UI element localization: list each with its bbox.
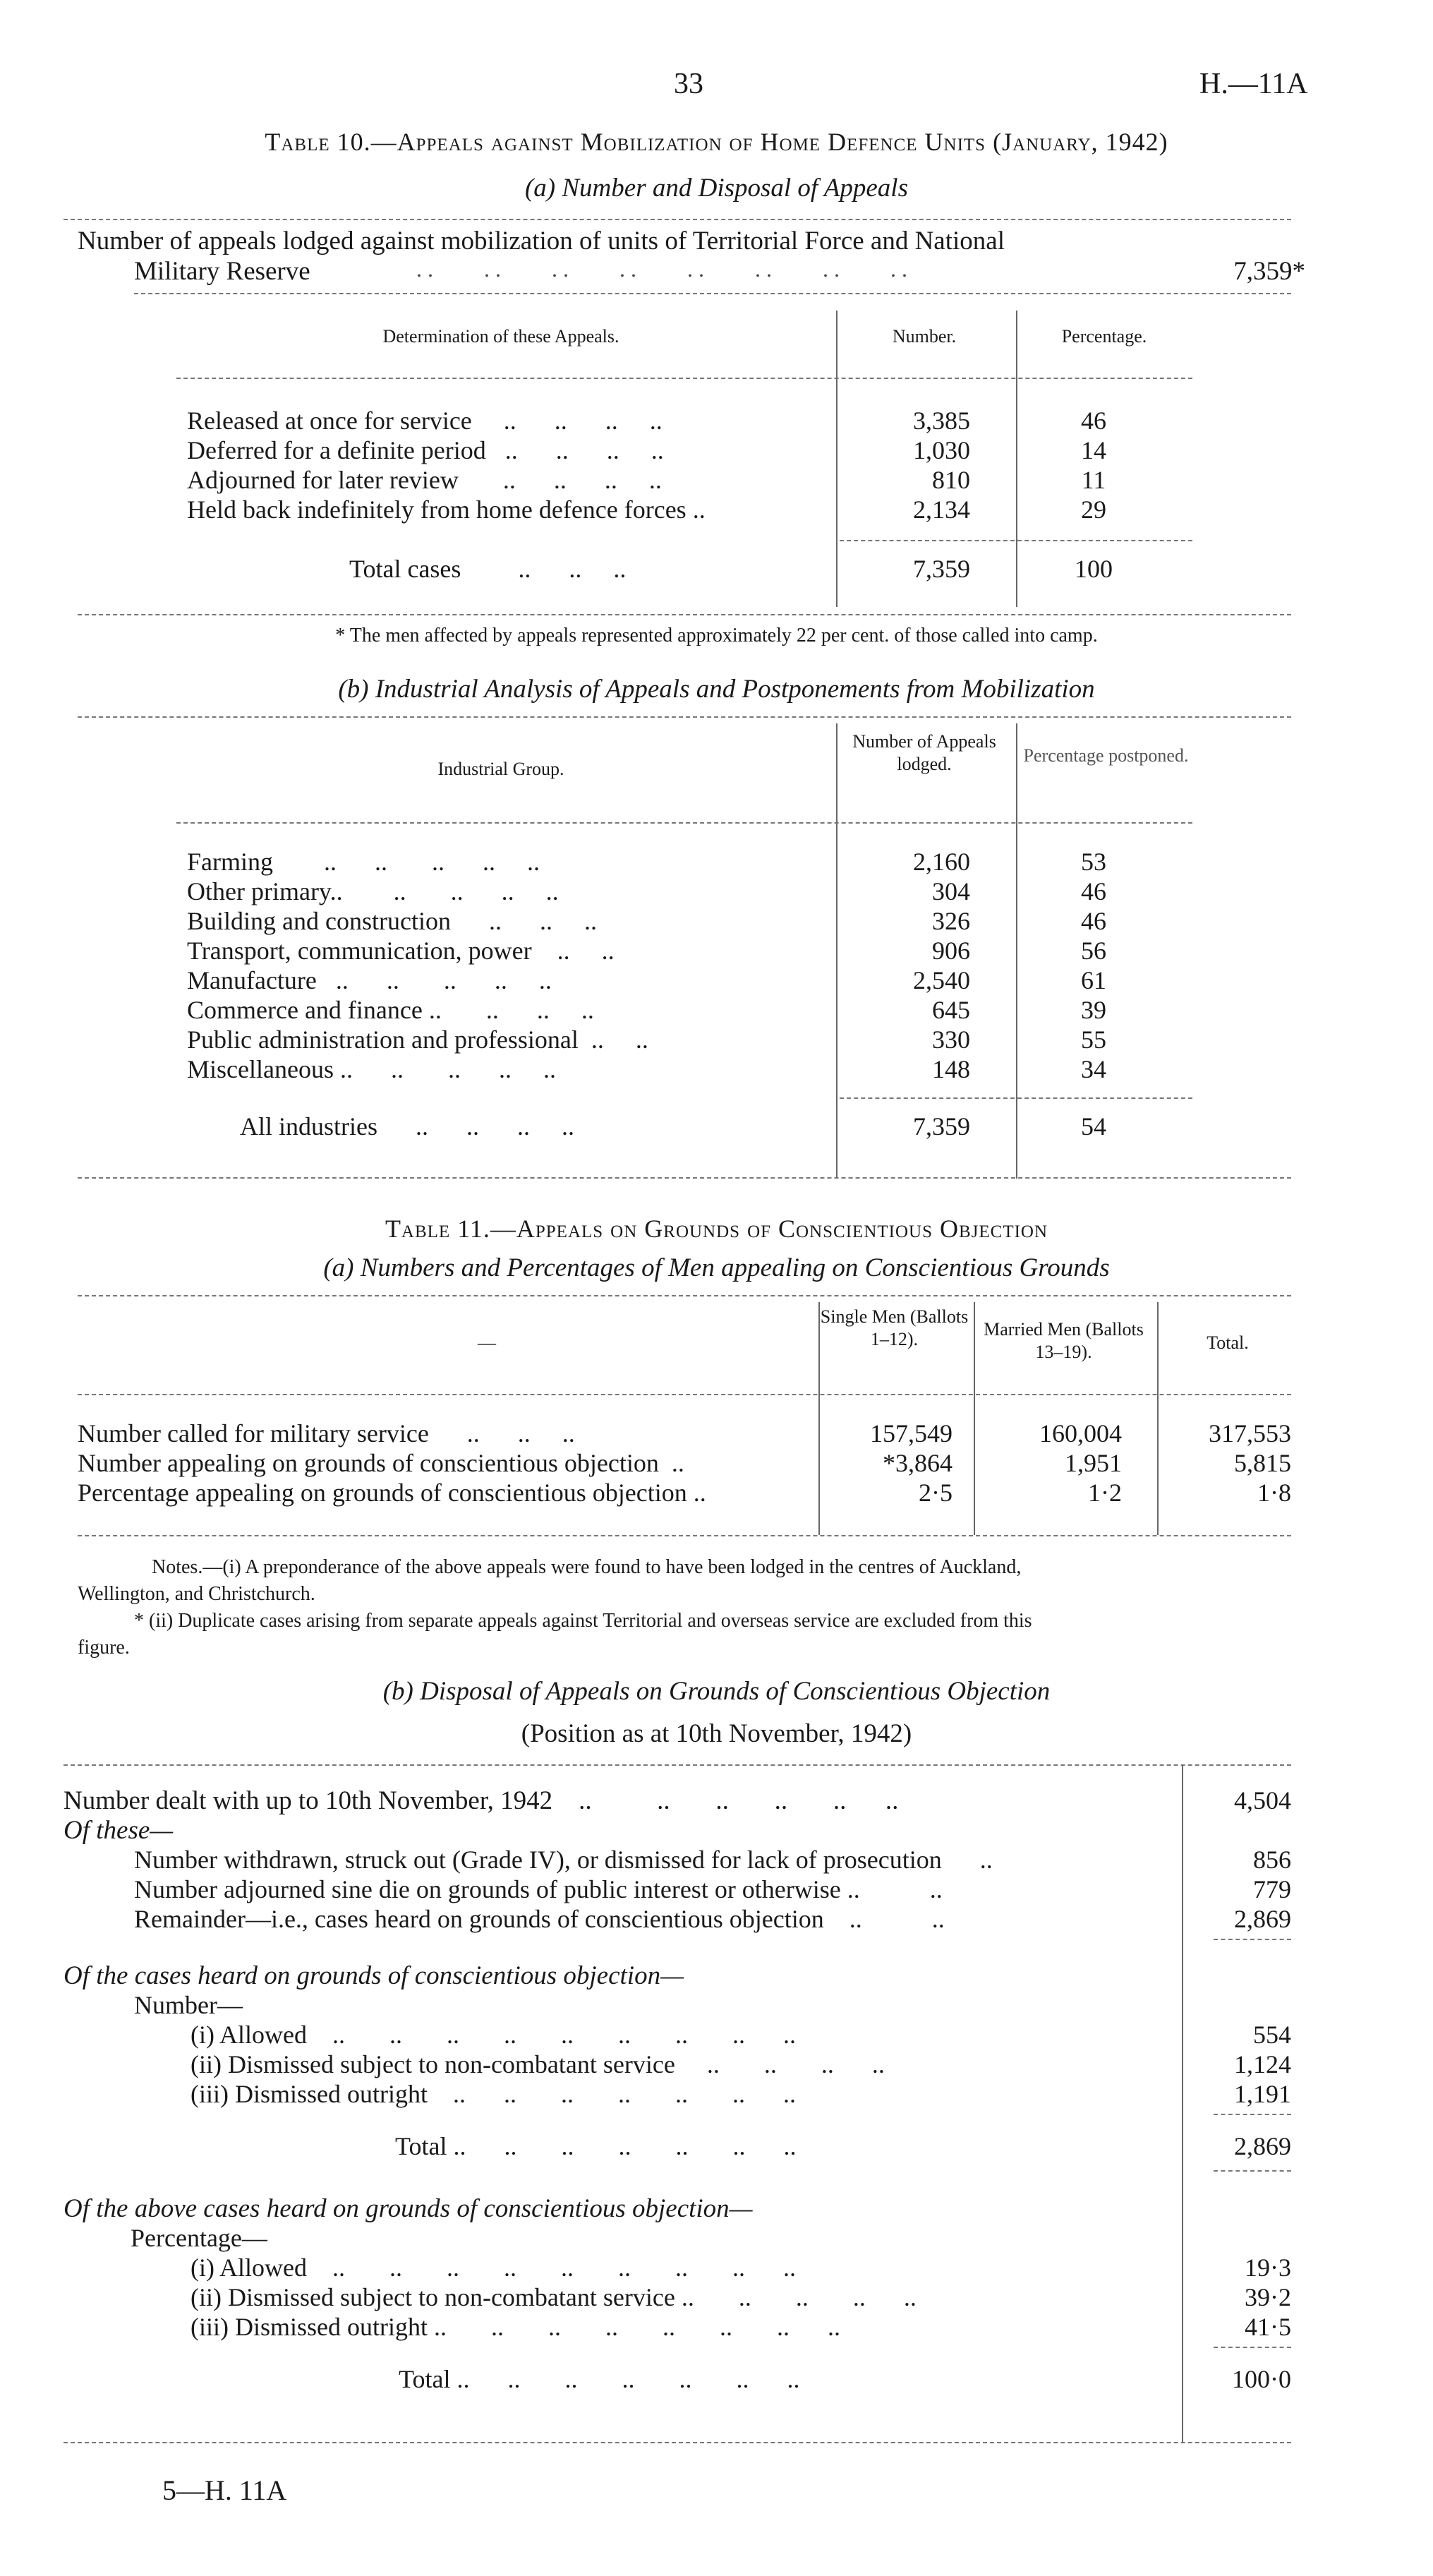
- col-header-single-men: Single Men (Ballots 1–12).: [820, 1306, 969, 1349]
- of-these-values: [1192, 1845, 1291, 1934]
- rule: [78, 1535, 1291, 1536]
- percentage-total-value: 100·0: [1232, 2365, 1291, 2393]
- row-value: 856: [1253, 1846, 1291, 1874]
- number-total-label: Total .. .. .. .. .. .. ..: [395, 2132, 797, 2160]
- row-married: 160,004: [1039, 1419, 1122, 1448]
- column-rule: [818, 1302, 820, 1535]
- rule: [840, 540, 1192, 541]
- table10b-labels: [187, 847, 648, 1084]
- dealt-value: 4,504: [1234, 1786, 1291, 1814]
- total-cases-percentage: 100: [1075, 555, 1113, 583]
- table10a-subtitle: (a) Number and Disposal of Appeals: [524, 174, 908, 203]
- row-percentage: 46: [1081, 907, 1106, 935]
- rule: [78, 716, 1291, 718]
- row-label: Transport, communication, power .. ..: [187, 937, 615, 965]
- rule: [78, 614, 1291, 615]
- row-percentage: 29: [1081, 495, 1106, 524]
- table11b-subtitle: (b) Disposal of Appeals on Grounds of Conscientious Objection: [382, 1677, 1051, 1706]
- row-value: 1,124: [1234, 2050, 1291, 2078]
- row-label: Deferred for a definite period .. .. .. ..: [187, 436, 664, 464]
- row-number: 304: [932, 877, 970, 905]
- appeals-lodged-value: 7,359*: [1233, 257, 1305, 286]
- appeals-lodged-line1: Number of appeals lodged against mobilization of units of Territorial Force and National: [78, 227, 1005, 255]
- table11a-labels: [78, 1419, 706, 1507]
- row-single: 2·5: [919, 1479, 953, 1507]
- table10-title: Table 10.—Appeals against Mobilization of Home Defence Units (January, 1942): [265, 128, 1168, 156]
- row-label: Number called for military service .. .. ..: [78, 1419, 575, 1448]
- row-single: *3,864: [883, 1449, 953, 1477]
- table10b-subtitle: (b) Industrial Analysis of Appeals and Postponements from Mobilization: [338, 675, 1095, 704]
- row-married: 1,951: [1065, 1449, 1122, 1477]
- of-these-heading: Of these—: [64, 1816, 174, 1845]
- row-label: (iii) Dismissed outright .. .. .. .. .. .. ..: [191, 2080, 796, 2108]
- document-reference: H.—11A: [1199, 68, 1308, 100]
- row-label: Held back indefinitely from home defence forces ..: [187, 495, 706, 524]
- table11a-total: [1164, 1419, 1291, 1507]
- table10a-labels: [187, 406, 706, 524]
- note-2-line-2: figure.: [78, 1637, 130, 1659]
- rule: [176, 378, 1192, 379]
- rule: [78, 1177, 1291, 1179]
- heard-heading: Of the cases heard on grounds of conscientious objection—: [64, 1961, 684, 1990]
- dealt-label: Number dealt with up to 10th November, 1942 .. .. .. .. .. ..: [64, 1786, 899, 1815]
- number-labels: [191, 2020, 885, 2109]
- table11-title: Table 11.—Appeals on Grounds of Conscientious Objection: [385, 1215, 1048, 1243]
- row-label: (i) Allowed .. .. .. .. .. .. .. .. ..: [191, 2253, 796, 2282]
- column-rule: [836, 311, 838, 607]
- column-rule: [1016, 311, 1017, 607]
- row-label: (ii) Dismissed subject to non-combatant service .. .. .. .. ..: [191, 2283, 917, 2311]
- row-value: 554: [1253, 2021, 1291, 2049]
- row-percentage: 55: [1081, 1025, 1106, 1054]
- percentage-total-label: Total .. .. .. .. .. .. ..: [399, 2365, 800, 2393]
- leader-dots: .. .. .. .. .. .. .. ..: [416, 256, 913, 282]
- row-label: Public administration and professional .. ..: [187, 1025, 648, 1054]
- number-values: [1192, 2020, 1291, 2109]
- table11a-subtitle: (a) Numbers and Percentages of Men appealing on Conscientious Grounds: [323, 1253, 1110, 1282]
- rule: [64, 1764, 1291, 1766]
- row-label: Number withdrawn, struck out (Grade IV), or dismissed for lack of prosecution ..: [134, 1846, 993, 1874]
- above-heading: Of the above cases heard on grounds of conscientious objection—: [64, 2194, 753, 2223]
- row-label: (i) Allowed .. .. .. .. .. .. .. .. ..: [191, 2021, 796, 2049]
- col-header-percentage-postponed: Percentage postponed.: [1023, 745, 1189, 766]
- col-header-percentage: Percentage.: [1061, 326, 1147, 347]
- col-header-determination: Determination of these Appeals.: [382, 326, 619, 347]
- rule: [78, 1394, 1291, 1395]
- row-label: Commerce and finance .. .. .. ..: [187, 996, 594, 1024]
- rule: [64, 219, 1291, 220]
- table10b-numbers: [847, 847, 970, 1084]
- row-number: 1,030: [913, 436, 970, 464]
- rule: [1214, 2114, 1291, 2115]
- footnote: * The men affected by appeals represented approximately 22 per cent. of those called into camp.: [335, 625, 1098, 646]
- row-value: 1,191: [1234, 2080, 1291, 2108]
- row-percentage: 56: [1081, 937, 1106, 965]
- rule: [134, 293, 1291, 294]
- col-header-total: Total.: [1207, 1332, 1249, 1353]
- all-industries-percentage: 54: [1081, 1112, 1106, 1140]
- row-label: Miscellaneous .. .. .. .. ..: [187, 1055, 556, 1083]
- all-industries-label: All industries .. .. .. ..: [240, 1112, 574, 1140]
- column-rule: [836, 723, 838, 1179]
- row-label: Number appealing on grounds of conscientious objection ..: [78, 1449, 684, 1477]
- row-label: Remainder—i.e., cases heard on grounds of conscientious objection .. ..: [134, 1905, 945, 1933]
- table11a-single: [826, 1419, 953, 1507]
- row-value: 779: [1253, 1875, 1291, 1903]
- col-header-number: Number.: [892, 326, 957, 347]
- row-number: 2,134: [913, 495, 970, 524]
- row-single: 157,549: [870, 1419, 953, 1448]
- row-number: 148: [932, 1055, 970, 1083]
- row-total: 1·8: [1257, 1479, 1291, 1507]
- row-number: 2,540: [913, 966, 970, 994]
- all-industries-number: 7,359: [913, 1112, 970, 1140]
- row-percentage: 11: [1081, 466, 1106, 494]
- row-percentage: 61: [1081, 966, 1106, 994]
- rule: [176, 822, 1192, 824]
- table11b-position: (Position as at 10th November, 1942): [521, 1719, 912, 1748]
- note-1-line-1: Notes.—(i) A preponderance of the above appeals were found to have been lodged in the centres of Auckland,: [152, 1556, 1022, 1578]
- row-label: Adjourned for later review .. .. .. ..: [187, 466, 662, 494]
- col-header-appeals-lodged: Number of Appeals lodged.: [852, 731, 996, 774]
- row-label: Building and construction .. .. ..: [187, 907, 597, 935]
- column-rule: [1157, 1302, 1159, 1535]
- col-header-blank: —: [478, 1332, 496, 1353]
- note-2-line-1: * (ii) Duplicate cases arising from separate appeals against Territorial and overseas service are excluded from this: [134, 1610, 1032, 1632]
- table10b-percentages: [1058, 847, 1129, 1084]
- row-value: 41·5: [1245, 2313, 1291, 2341]
- row-number: 3,385: [913, 407, 970, 435]
- percentage-heading: Percentage—: [131, 2224, 267, 2252]
- row-label: Released at once for service .. .. .. ..: [187, 407, 663, 435]
- row-value: 39·2: [1245, 2283, 1291, 2311]
- row-label: Number adjourned sine die on grounds of public interest or otherwise .. ..: [134, 1875, 943, 1903]
- row-label: Manufacture .. .. .. .. ..: [187, 966, 552, 994]
- row-label: (iii) Dismissed outright .. .. .. .. .. .. .. ..: [191, 2313, 840, 2341]
- percentage-values: [1192, 2253, 1291, 2342]
- row-number: 906: [932, 937, 970, 965]
- row-value: 19·3: [1245, 2253, 1291, 2282]
- column-rule: [1016, 723, 1017, 1179]
- row-percentage: 46: [1081, 877, 1106, 905]
- row-label: Farming .. .. .. .. ..: [187, 848, 540, 876]
- rule: [64, 2442, 1291, 2443]
- row-percentage: 39: [1081, 996, 1106, 1024]
- row-number: 326: [932, 907, 970, 935]
- rule: [1214, 2347, 1291, 2348]
- row-label: Other primary.. .. .. .. ..: [187, 877, 559, 905]
- row-percentage: 34: [1081, 1055, 1106, 1083]
- col-header-married-men: Married Men (Ballots 13–19).: [984, 1319, 1144, 1362]
- column-rule: [1182, 1764, 1183, 2442]
- row-total: 5,815: [1234, 1449, 1291, 1477]
- row-label: Percentage appealing on grounds of conscientious objection ..: [78, 1479, 706, 1507]
- rule: [840, 1097, 1192, 1099]
- note-1-line-2: Wellington, and Christchurch.: [78, 1583, 315, 1605]
- percentage-labels: [191, 2253, 917, 2342]
- rule: [1214, 1939, 1291, 1940]
- table11a-married: [988, 1419, 1122, 1507]
- number-heading: Number—: [134, 1991, 243, 2019]
- row-label: (ii) Dismissed subject to non-combatant service .. .. .. ..: [191, 2050, 885, 2078]
- rule: [1214, 2170, 1291, 2172]
- total-cases-number: 7,359: [913, 555, 970, 583]
- total-cases-label: Total cases .. .. ..: [349, 555, 627, 583]
- row-number: 2,160: [913, 848, 970, 876]
- page-number: 33: [674, 68, 703, 100]
- row-married: 1·2: [1088, 1479, 1122, 1507]
- row-number: 810: [932, 466, 970, 494]
- col-header-industrial-group: Industrial Group.: [437, 759, 564, 779]
- table10a-numbers: [847, 406, 970, 524]
- row-total: 317,553: [1209, 1419, 1291, 1448]
- footer-signature: 5—H. 11A: [162, 2474, 287, 2506]
- appeals-lodged-line2: Military Reserve: [134, 257, 310, 286]
- column-rule: [974, 1302, 975, 1535]
- table10a-percentages: [1058, 406, 1129, 524]
- row-value: 2,869: [1234, 1905, 1291, 1933]
- row-percentage: 14: [1081, 436, 1106, 464]
- row-number: 645: [932, 996, 970, 1024]
- row-number: 330: [932, 1025, 970, 1054]
- row-percentage: 46: [1081, 407, 1106, 435]
- number-total-value: 2,869: [1234, 2132, 1291, 2160]
- of-these-labels: [134, 1845, 993, 1934]
- row-percentage: 53: [1081, 848, 1106, 876]
- rule: [78, 1295, 1291, 1296]
